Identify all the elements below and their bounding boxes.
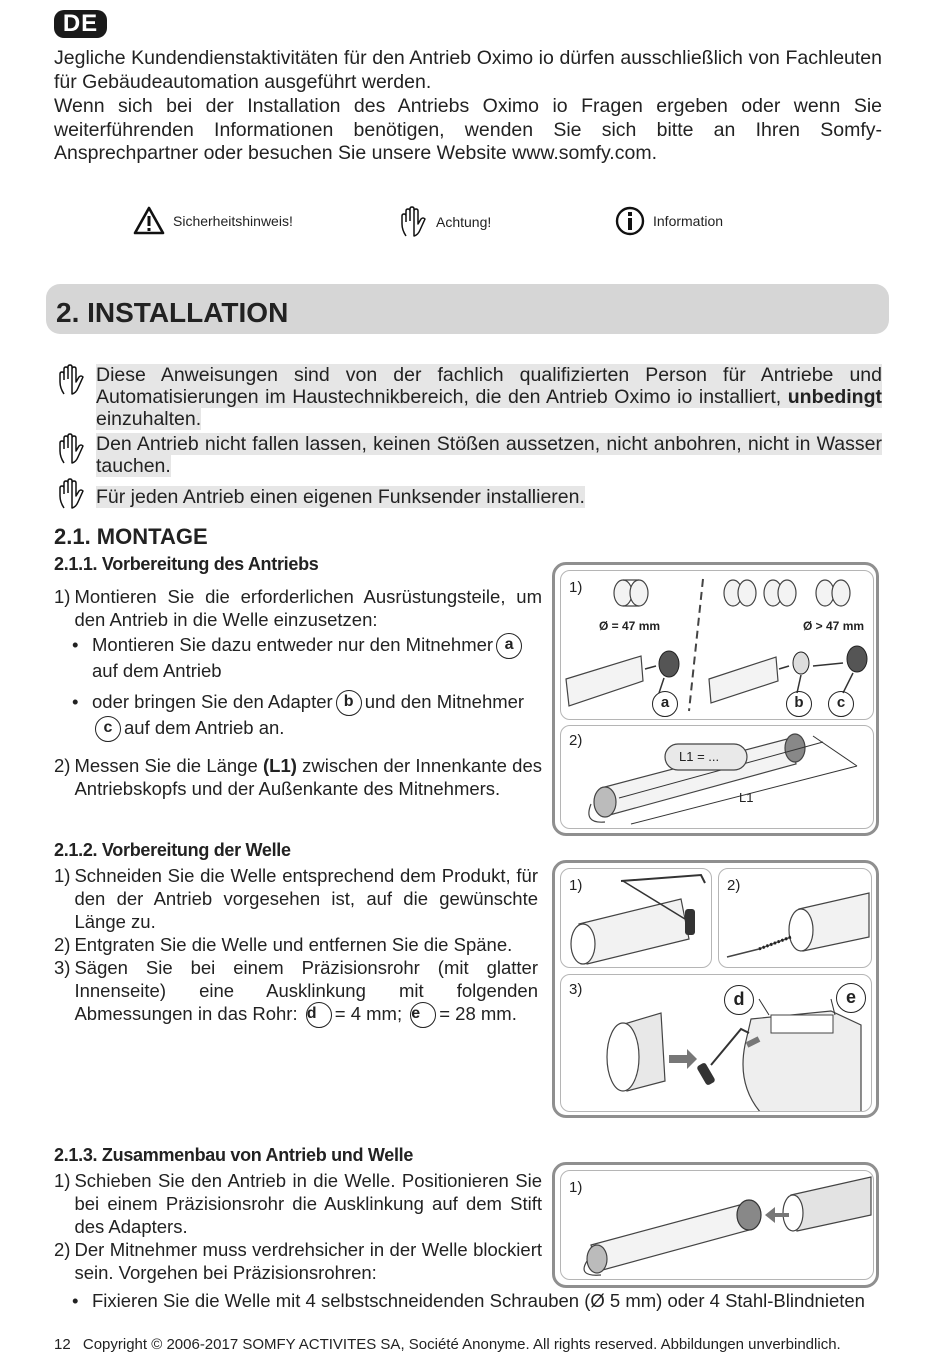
tube-notch-drawing [561,975,872,1112]
hand-icon [398,206,428,238]
callout-d: d [306,1002,332,1028]
callout-b: b [786,691,812,717]
hand-icon [56,433,86,465]
legend-attention-label: Achtung! [436,214,492,230]
motor-into-tube-drawing [561,1171,874,1280]
figure-211-panel-2 [560,725,874,829]
tube-saw-drawing [561,869,712,968]
step-212-3 [54,956,538,1028]
bullet-211-2 [72,690,542,742]
figure-211 [552,562,879,836]
warning-3 [56,478,882,510]
section-title: 2. INSTALLATION [56,297,289,328]
steps-212 [54,864,538,1028]
warning-2 [56,433,882,477]
diameter-label-1: Ø = 47 mm [599,619,661,633]
length-box: L1 = ... [679,749,720,764]
bullet-213-1 [72,1289,894,1312]
step-text: Messen Sie die Länge (L1) zwischen der Innenkante des Antriebskopfs und der Außenkante des Mitnehmers. [74,755,542,800]
bullet-dot: • [72,634,79,655]
panel-label: 1) [569,579,583,596]
step-213-2 [54,1238,542,1284]
callout-b: b [336,690,362,716]
panel-label: 2) [569,732,583,749]
panel-label: 3) [569,981,583,998]
step-text: Der Mitnehmer muss verdrehsicher in der Welle blockiert sein. Vorgehen bei Präzisionsrohren: [74,1239,542,1283]
step-text: Sägen Sie bei einem Präzisionsrohr (mit glatter Innenseite) eine Ausklinkung mit folgenden Abmessungen in das Rohr: d = 4 mm; e = 28 mm. [74,956,538,1028]
step-number: 2) [54,1239,71,1260]
motor-length-drawing [561,726,874,829]
warning-1 [56,364,882,430]
bullet-211-1 [72,633,542,682]
bullet-text: Montieren Sie dazu entweder nur den Mitnehmer aauf dem Antrieb [92,633,542,682]
info-circle-icon [615,206,645,236]
callout-c: c [828,691,854,717]
step-number: 3) [54,957,71,978]
step-number: 1) [54,865,71,886]
step-text: Entgraten Sie die Welle und entfernen Sie die Späne. [74,934,513,955]
subsubsection-title-213: 2.1.3. Zusammenbau von Antrieb und Welle [54,1145,414,1165]
warning-1-text [96,364,882,430]
step-number: 2) [54,755,71,777]
warning-1-part2: einzuhalten. [96,408,202,430]
steps-213 [54,1169,542,1284]
callout-a: a [496,633,522,659]
figure-212-panel-1 [560,868,712,968]
bullet-text: oder bringen Sie den Adapter b und den Mitnehmer c auf dem Antrieb an. [92,690,524,742]
language-badge: DE [54,10,107,38]
figure-212-panel-2 [718,868,872,968]
bullet-dot: • [72,691,79,713]
panel-label: 2) [727,877,741,894]
legend-info [615,206,723,236]
step-text: Schieben Sie den Antrieb in die Welle. Positionieren Sie bei einem Präzisionsrohr die Ausklinkung auf dem Stift des Adapters. [74,1170,542,1237]
legend-info-label: Information [653,213,724,229]
warning-1-part1: Diese Anweisungen sind von der fachlich qualifizierten Person für Antriebe und Automatisierungen im Haustechnikbereich, die den Antrieb Oximo io installiert, [96,364,882,408]
step-211-2 [54,754,542,800]
intro-paragraph-1: Jegliche Kundendienstaktivitäten für den Antrieb Oximo io dürfen ausschließlich von Fachleuten für Gebäudeautomation ausgeführt werden. [54,47,882,93]
copyright-text: Copyright © 2006-2017 SOMFY ACTIVITES SA, Société Anonyme. All rights reserved. Abbildungen unverbindlich. [82,1336,841,1353]
step-text: Montieren Sie die erforderlichen Ausrüstungsteile, um den Antrieb in die Welle einzusetzen: [74,586,542,630]
legend-safety-label: Sicherheitshinweis! [173,213,293,229]
page-number: 12 [54,1336,71,1353]
step-number: 2) [54,934,71,955]
step-212-1 [54,864,538,933]
callout-c: c [95,716,121,742]
legend-attention [398,206,491,238]
callout-e: e [410,1002,436,1028]
diameter-label-2: Ø > 47 mm [803,619,865,633]
figure-212 [552,860,879,1118]
bullet-dot: • [72,1290,79,1311]
panel-label: 1) [569,877,583,894]
subsection-title: 2.1. MONTAGE [54,524,208,549]
warning-triangle-icon [133,206,165,236]
legend-safety [133,206,293,236]
bullet-text: Fixieren Sie die Welle mit 4 selbstschneidenden Schrauben (Ø 5 mm) oder 4 Stahl-Blindnieten [92,1290,865,1311]
steps-211 [54,585,542,800]
subsubsection-title-212: 2.1.2. Vorbereitung der Welle [54,840,291,860]
callout-a: a [652,691,678,717]
step-text: Schneiden Sie die Welle entsprechend dem Produkt, für den der Antrieb vorgesehen ist, auf die gewünschte Länge zu. [74,865,538,932]
hand-icon [56,364,86,396]
step-number: 1) [54,586,71,607]
length-label: L1 [739,790,754,805]
figure-213-panel-1 [560,1170,874,1280]
hand-icon [56,478,86,510]
step-213-1 [54,1169,542,1238]
step-211-1 [54,585,542,631]
step-number: 1) [54,1170,71,1191]
warning-2-text: Den Antrieb nicht fallen lassen, keinen Stößen aussetzen, nicht anbohren, nicht in Wasser tauchen. [96,433,882,477]
step-212-2 [54,933,538,956]
warning-1-bold: unbedingt [787,386,882,408]
figure-212-panel-3 [560,974,872,1112]
panel-label: 1) [569,1179,583,1196]
figure-211-panel-1 [560,570,874,720]
warning-3-text: Für jeden Antrieb einen eigenen Funksender installieren. [96,486,585,508]
footer [54,1336,894,1353]
subsubsection-title-211: 2.1.1. Vorbereitung des Antriebs [54,554,319,574]
motor-accessories-drawing [561,571,874,720]
callout-d: d [724,985,754,1015]
callout-e: e [836,983,866,1013]
tube-deburr-drawing [719,869,872,968]
intro-paragraph-2: Wenn sich bei der Installation des Antriebs Oximo io Fragen ergeben oder wenn Sie weiterführenden Informationen benötigen, wenden Sie sich bitte an Ihren Somfy-Ansprechpartner oder besuchen Sie unsere Website www.somfy.com. [54,95,882,164]
figure-213 [552,1162,879,1288]
